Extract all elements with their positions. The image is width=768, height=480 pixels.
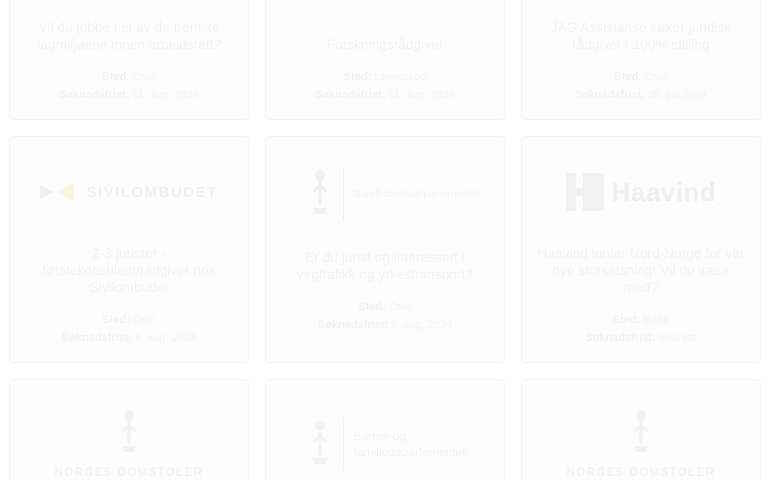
- norges-domstoler-logo-text: NORGES DOMSTOLER: [54, 466, 204, 479]
- place-label: Sted:: [102, 314, 130, 326]
- job-card-title: JAG Assistanse søker juridisk rådgiver i 100% stilling: [550, 20, 732, 52]
- deadline-value: 11. aug. 2024: [388, 89, 455, 101]
- barne-og-familiedepartementet-logo-text: Barne- og familiedepartementet: [353, 429, 466, 459]
- norwegian-crest-icon: [307, 416, 333, 472]
- deadline-value: 9. aug. 2024: [391, 319, 453, 331]
- haavind-logo-text: Haavind: [611, 176, 717, 207]
- sivilombudet-logo-text: SIVILOMBUDET: [86, 183, 218, 201]
- norges-domstoler-logo: [567, 408, 716, 480]
- job-card-place-row: [59, 69, 199, 85]
- job-card-meta: [318, 297, 453, 333]
- job-card-title: Er du jurist og interessert i vegtrafikk og yrkestransport?: [296, 250, 474, 282]
- job-card-title: 2-3 jurister - førstekonsulent/rådgiver hos Sivilombudet: [42, 246, 216, 295]
- job-card-place-row: [575, 69, 708, 85]
- job-card[interactable]: [521, 0, 761, 120]
- deadline-value: 6. aug. 2024: [135, 332, 197, 344]
- samferdselsdepartementet-logo-text: Samferdselsdepartementet: [353, 188, 480, 200]
- job-card-title: Haavind inntar Nord-Norge for vår nye storsatsning! Vil du være med?: [537, 246, 745, 295]
- job-card-deadline-row: [315, 87, 455, 103]
- job-card[interactable]: [9, 379, 249, 480]
- place-label: Sted:: [343, 71, 372, 83]
- place-label: Sted:: [614, 71, 642, 83]
- deadline-label: Søknadsfrist:: [317, 319, 389, 331]
- deadline-value: Snarest: [658, 332, 697, 344]
- haavind-mark-icon: [566, 173, 604, 211]
- job-card-deadline-row: [59, 87, 199, 103]
- deadline-value: 11. aug. 2024: [132, 89, 199, 101]
- sivilombudet-mark-icon: [40, 182, 78, 202]
- job-card[interactable]: [521, 136, 761, 363]
- samferdselsdepartementet-logo: [307, 166, 480, 222]
- job-card-place-row: [315, 69, 455, 85]
- job-card[interactable]: [265, 379, 505, 480]
- job-card-logo: [24, 394, 234, 480]
- place-value: Bodø: [643, 314, 670, 326]
- job-card[interactable]: [521, 379, 761, 480]
- deadline-value: 20. juli 2024: [648, 89, 708, 101]
- haavind-logo: [566, 173, 717, 211]
- norges-domstoler-logo-text: NORGES DOMSTOLER: [566, 466, 716, 479]
- sivilombudet-logo: [40, 182, 217, 202]
- place-label: Sted:: [102, 71, 130, 83]
- job-card-place-row: [318, 299, 453, 315]
- job-card-meta: [62, 310, 197, 346]
- job-card-logo: [24, 151, 234, 233]
- job-card-place-row: [585, 312, 696, 328]
- barne-og-familiedepartementet-logo: [307, 416, 464, 472]
- job-card[interactable]: [265, 0, 505, 120]
- job-card-deadline-row: [62, 330, 197, 346]
- norges-domstoler-logo: [55, 408, 204, 480]
- job-card-title: Vil du jobbe i et av de fremste fagmiljøene innen arbeidsrett?: [36, 20, 222, 52]
- job-card-meta: [585, 310, 696, 346]
- job-card[interactable]: [9, 0, 249, 120]
- place-value: Oslo: [132, 314, 156, 326]
- norwegian-crest-icon: [116, 408, 142, 460]
- place-value: Oslo: [132, 71, 156, 83]
- job-card-deadline-row: [585, 330, 696, 346]
- norwegian-crest-icon: [628, 408, 654, 460]
- deadline-label: Søknadsfrist:: [574, 89, 645, 101]
- place-label: Sted:: [358, 301, 386, 313]
- job-card-deadline-row: [575, 87, 708, 103]
- place-value: Lørenskog: [374, 71, 427, 83]
- job-card-logo: [536, 151, 746, 233]
- logo-divider: [343, 417, 344, 471]
- norwegian-crest-icon: [307, 166, 333, 222]
- job-card-title: Forskningsrådgiver: [326, 37, 444, 52]
- job-card-logo: [280, 151, 490, 237]
- job-card-logo: [536, 394, 746, 480]
- place-value: Oslo: [388, 301, 412, 313]
- place-label: Sted:: [612, 314, 641, 326]
- job-card-meta: [575, 67, 708, 103]
- deadline-label: Søknadsfrist:: [315, 89, 386, 101]
- job-card-meta: [315, 67, 455, 103]
- job-card[interactable]: [265, 136, 505, 363]
- job-card-deadline-row: [318, 317, 453, 333]
- job-card-place-row: [62, 312, 197, 328]
- place-value: Oslo: [644, 71, 668, 83]
- deadline-label: Søknadsfrist:: [585, 332, 656, 344]
- logo-divider: [343, 167, 344, 221]
- job-card-logo: [280, 394, 490, 480]
- job-card-meta: [59, 67, 199, 103]
- job-card[interactable]: [9, 136, 249, 363]
- deadline-label: Søknadsfrist:: [59, 89, 130, 101]
- deadline-label: Søknadsfrist:: [61, 332, 133, 344]
